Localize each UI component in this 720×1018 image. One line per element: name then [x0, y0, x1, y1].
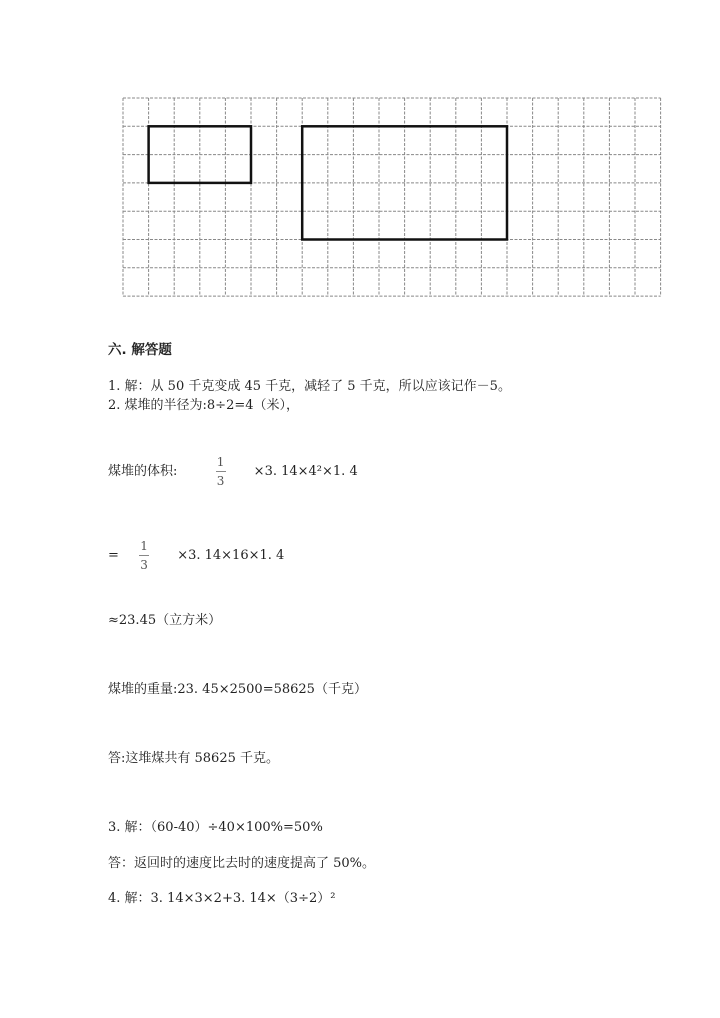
volume-label: 煤堆的体积:	[108, 464, 178, 479]
fraction-bar	[139, 555, 149, 556]
fraction-bar	[216, 471, 226, 472]
answer-3-final: 答：返回时的速度比去时的速度提高了 50%。	[108, 856, 376, 871]
answer-2-radius: 2. 煤堆的半径为:8÷2=4（米），	[108, 398, 300, 413]
fraction-denominator: 3	[216, 474, 225, 488]
fraction-numerator: 1	[216, 455, 225, 469]
answer-2-final: 答:这堆煤共有 58625 千克。	[108, 751, 279, 766]
answer-1: 1. 解：从 50 千克变成 45 千克，减轻了 5 千克，所以应该记作－5。	[108, 379, 511, 394]
fraction-denominator: 3	[140, 558, 148, 572]
grid-diagram	[122, 97, 662, 299]
fraction-one-third	[216, 455, 226, 488]
fraction-numerator: 1	[140, 539, 148, 553]
volume-expression: ×3. 14×4²×1. 4	[253, 464, 358, 479]
equation-expression: ×3. 14×16×1. 4	[177, 548, 285, 563]
grid-svg	[122, 97, 662, 299]
fraction-one-third	[139, 539, 149, 572]
answer-2-equation	[108, 539, 284, 572]
section-title: 六. 解答题	[108, 342, 172, 358]
answer-4: 4. 解：3. 14×3×2+3. 14×（3÷2）²	[108, 891, 336, 906]
answer-3: 3. 解：（60-40）÷40×100%=50%	[108, 820, 323, 835]
answer-2-volume	[108, 455, 358, 488]
equals-sign: =	[108, 548, 119, 563]
answer-2-weight: 煤堆的重量:23. 45×2500=58625（千克）	[108, 682, 367, 697]
answer-2-approx: ≈23.45（立方米）	[108, 613, 222, 628]
